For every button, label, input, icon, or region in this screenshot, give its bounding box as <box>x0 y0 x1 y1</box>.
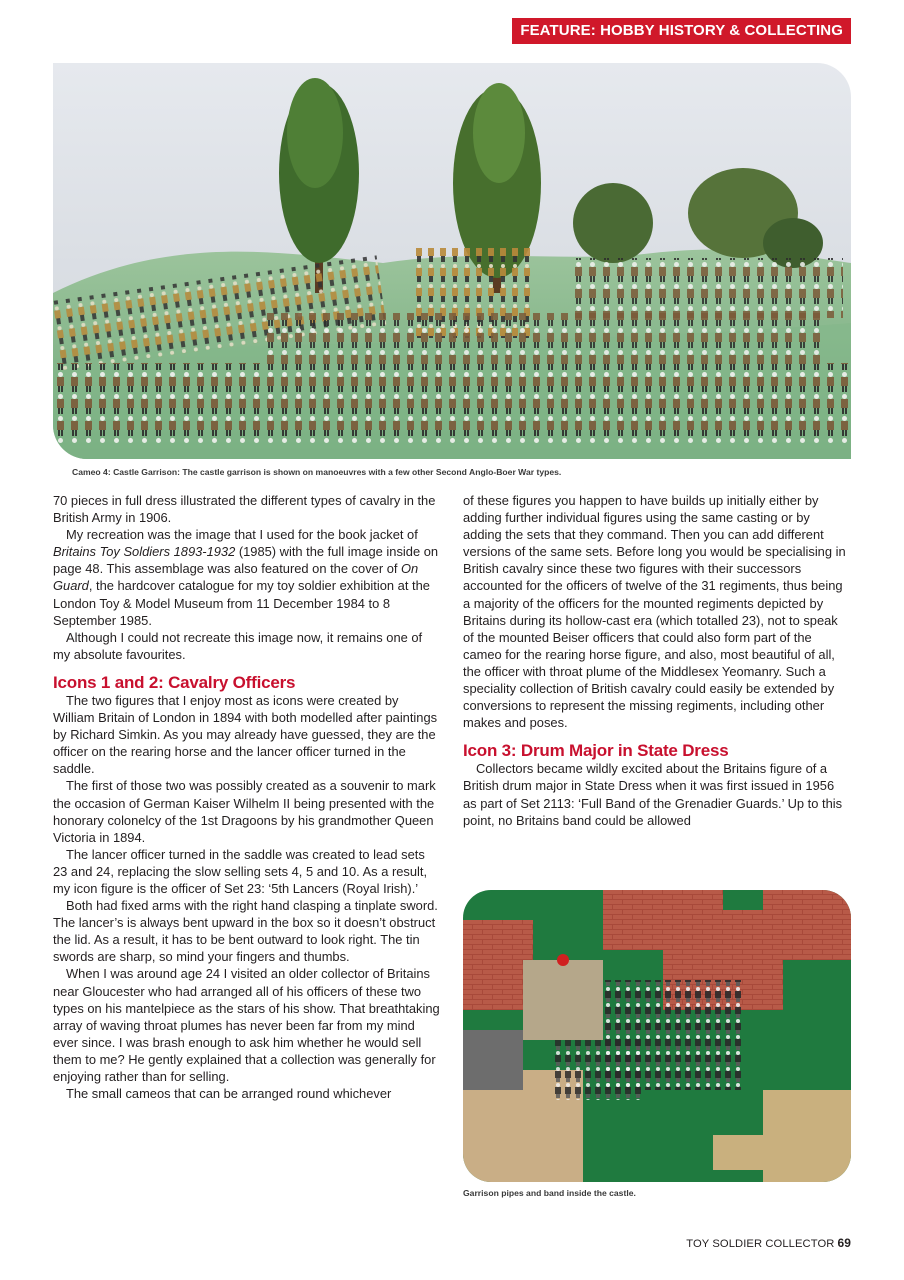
section-heading: Icon 3: Drum Major in State Dress <box>463 741 729 761</box>
paragraph: When I was around age 24 I visited an older collector of Britains near Gloucester who had arranged all of his officers of these two types on his mantelpiece as the stars of his show. That breathtaking array of waving throat plumes has never been far from my mind ever since. I was brash enough to ask him whether he would sell them to me? He gently explained that a collection was generally for enjoying rather than for selling. <box>53 966 440 1084</box>
castle-image <box>463 890 851 1182</box>
castle-garrison-photo <box>53 63 851 459</box>
paragraph: Collectors became wildly excited about the Britains figure of a British drum major in State Dress when it was first issued in 1956 as part of Set 2113: ‘Full Band of the Grenadier Guards.’ Up to this point, no Britains band could be allowed <box>463 761 843 828</box>
paragraph: The lancer officer turned in the saddle was created to lead sets 23 and 24, replacing the slow selling sets 4, 5 and 10. As a result, my icon figure is the officer of Set 23: ‘5th Lancers (Royal Irish).’ <box>53 846 428 896</box>
paragraph: Both had fixed arms with the right hand clasping a tinplate sword. The lancer’s is always bent upward in the box so it doesn’t obstruct the lid. As a result, it has to be bent outward to look right. The tin swords are sharp, so mind your fingers and thumbs. <box>53 898 438 965</box>
page-number: 69 <box>837 1236 851 1250</box>
diorama-image <box>53 63 851 459</box>
castle-photo-caption: Garrison pipes and band inside the castle. <box>463 1188 636 1198</box>
magazine-name: TOY SOLDIER COLLECTOR <box>686 1238 835 1250</box>
catalogue-title: On Guard <box>53 561 419 594</box>
left-column <box>53 492 440 1102</box>
paragraph: 70 pieces in full dress illustrated the different types of cavalry in the British Army in 1906. <box>53 493 436 526</box>
paragraph: The small cameos that can be arranged round whichever <box>66 1086 392 1102</box>
castle-band-photo <box>463 890 851 1182</box>
book-title: Britains Toy Soldiers 1893-1932 <box>53 544 236 560</box>
paragraph: The two figures that I enjoy most as icons were created by William Britain of London in 1894 with both modelled after paintings by Richard Simkin. As you may already have guessed, they are the officer on the rearing horse and the lancer officer turned in the saddle. <box>53 692 438 777</box>
paragraph: The first of those two was possibly created as a souvenir to mark the occasion of German Kaiser Wilhelm II being presented with the honorary colonelcy of the 1st Dragoons by his grandmother Queen Victoria in 1894. <box>53 778 436 845</box>
page-footer <box>686 1236 851 1250</box>
text-run: My recreation was the image that I used for the book jacket of <box>66 527 418 543</box>
text-run: (1985) with the full image inside on page 48. This assemblage was also featured on the cover of <box>53 544 439 577</box>
paragraph: of these figures you happen to have builds up initially either by adding further individual figures using the same casting or by adding the sets that they command. Then you can add different versions of the same sets. Before long you would be specialising in British cavalry since these two figures with their successors accounted for the officers of twelve of the 31 regiments, thus being a majority of the officers for the mounted regiments depicted by Britains during its hollow-cast era (which totalled 23), not to speak of the mounted Beiser officers that could also form part of the cameo for the rearing horse figure, and also, most beautiful of all, the officer with throat plume of the Middlesex Yeomanry. Such a speciality collection of British cavalry could easily be extended by conversions to represent the missing regiments, including other makes and poses. <box>463 493 846 731</box>
feature-badge: FEATURE: HOBBY HISTORY & COLLECTING <box>512 18 851 44</box>
right-column <box>463 492 850 829</box>
text-run: , the hardcover catalogue for my toy soldier exhibition at the London Toy & Model Museum from 11 December 1984 to 8 September 1985. <box>53 578 430 628</box>
paragraph: Although I could not recreate this image now, it remains one of my absolute favourites. <box>53 629 423 662</box>
paragraph <box>53 526 440 629</box>
main-photo-caption: Cameo 4: Castle Garrison: The castle garrison is shown on manoeuvres with a few other Second Anglo-Boer War types. <box>72 467 562 477</box>
section-heading: Icons 1 and 2: Cavalry Officers <box>53 672 296 692</box>
